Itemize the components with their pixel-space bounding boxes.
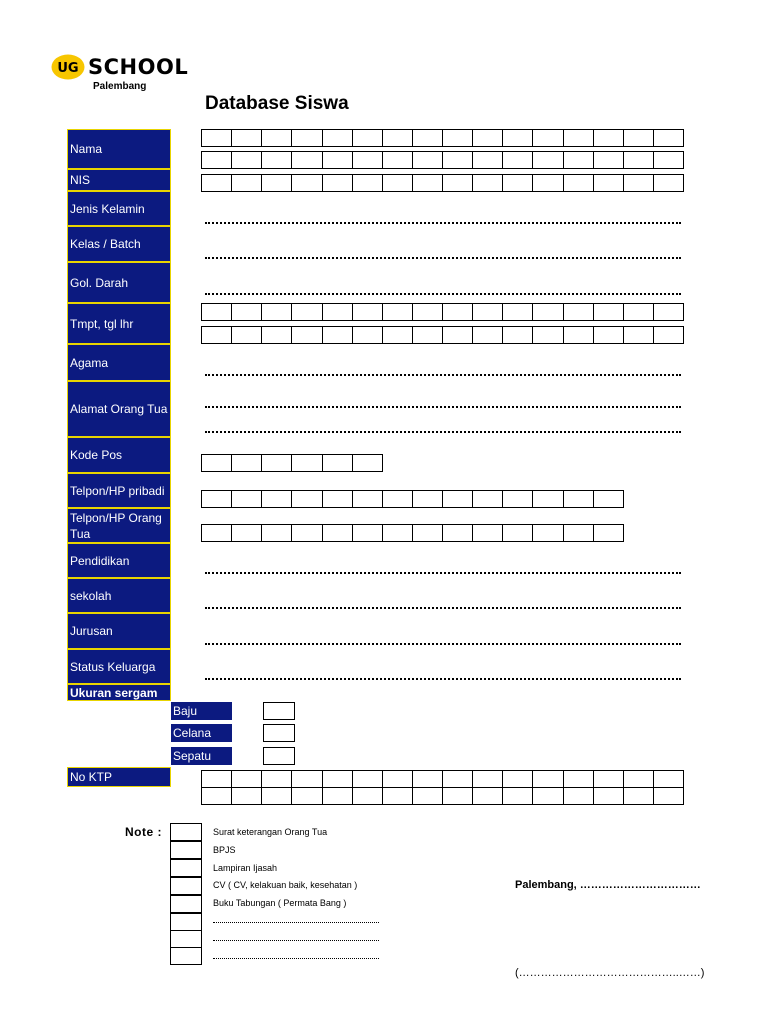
celana-size-box[interactable]: [263, 724, 295, 742]
note-item-1: Surat keterangan Orang Tua: [213, 827, 328, 837]
label-gol-darah: Gol. Darah: [67, 262, 171, 303]
ktp-row-1[interactable]: [201, 770, 684, 788]
label-sepatu: Sepatu: [171, 747, 232, 765]
jurusan-line[interactable]: [205, 637, 681, 645]
label-kode-pos: Kode Pos: [67, 437, 171, 473]
label-nis: NIS: [67, 169, 171, 191]
note-item-3: Lampiran Ijasah: [213, 863, 278, 873]
telpon-pribadi-row[interactable]: [201, 490, 624, 508]
nama-row-1[interactable]: [201, 129, 684, 147]
note-extra-line-2[interactable]: [213, 936, 379, 941]
note-checkbox-8[interactable]: [170, 947, 202, 965]
label-telpon-orang-tua: Telpon/HP Orang Tua: [67, 508, 171, 543]
telpon-orang-tua-row[interactable]: [201, 524, 624, 542]
sepatu-size-box[interactable]: [263, 747, 295, 765]
label-status-keluarga: Status Keluarga: [67, 649, 171, 684]
label-pendidikan: Pendidikan: [67, 543, 171, 578]
note-checkbox-4[interactable]: [170, 877, 202, 895]
label-jurusan: Jurusan: [67, 613, 171, 649]
signature-name-line[interactable]: (……………………………………..……): [515, 967, 705, 979]
label-kelas-batch: Kelas / Batch: [67, 226, 171, 262]
pendidikan-line[interactable]: [205, 566, 681, 574]
label-celana: Celana: [171, 724, 232, 742]
kode-pos-row[interactable]: [201, 454, 383, 472]
status-keluarga-line[interactable]: [205, 672, 681, 680]
label-nama: Nama: [67, 129, 171, 169]
note-item-4: CV ( CV, kelakuan baik, kesehatan ): [213, 880, 358, 890]
label-sekolah: sekolah: [67, 578, 171, 613]
tempat-lahir-row-2[interactable]: [201, 326, 684, 344]
label-telpon-pribadi: Telpon/HP pribadi: [67, 473, 171, 508]
logo-city-text: Palembang: [93, 81, 147, 92]
note-item-2: BPJS: [213, 845, 236, 855]
label-ukuran-seragam: Ukuran sergam: [67, 684, 171, 701]
tempat-lahir-row-1[interactable]: [201, 303, 684, 321]
label-alamat-orang-tua: Alamat Orang Tua: [67, 381, 171, 437]
jenis-kelamin-line[interactable]: [205, 216, 681, 224]
note-extra-line-1[interactable]: [213, 918, 379, 923]
page-title: Database Siswa: [205, 93, 349, 114]
note-checkbox-7[interactable]: [170, 930, 202, 948]
note-checkbox-5[interactable]: [170, 895, 202, 913]
note-label: Note :: [125, 825, 162, 839]
agama-line[interactable]: [205, 368, 681, 376]
alamat-line-2[interactable]: [205, 425, 681, 433]
place-date-field[interactable]: Palembang, ……………………………: [515, 879, 701, 891]
label-no-ktp: No KTP: [67, 767, 171, 787]
logo-mark-text: UG: [57, 61, 79, 76]
note-checkbox-3[interactable]: [170, 859, 202, 877]
note-item-5: Buku Tabungan ( Permata Bang ): [213, 898, 347, 908]
note-checkbox-2[interactable]: [170, 841, 202, 859]
nama-row-2[interactable]: [201, 151, 684, 169]
ug-logo-icon: [51, 54, 85, 80]
label-agama: Agama: [67, 344, 171, 381]
baju-size-box[interactable]: [263, 702, 295, 720]
logo-school-text: SCHOOL: [88, 55, 189, 79]
nis-row[interactable]: [201, 174, 684, 192]
label-baju: Baju: [171, 702, 232, 720]
note-checkbox-6[interactable]: [170, 913, 202, 931]
ktp-row-2[interactable]: [201, 787, 684, 805]
note-extra-line-3[interactable]: [213, 954, 379, 959]
label-jenis-kelamin: Jenis Kelamin: [67, 191, 171, 226]
sekolah-line[interactable]: [205, 601, 681, 609]
note-checkbox-1[interactable]: [170, 823, 202, 841]
alamat-line-1[interactable]: [205, 400, 681, 408]
label-tempat-tgl-lahir: Tmpt, tgl lhr: [67, 303, 171, 344]
gol-darah-line[interactable]: [205, 287, 681, 295]
kelas-batch-line[interactable]: [205, 251, 681, 259]
